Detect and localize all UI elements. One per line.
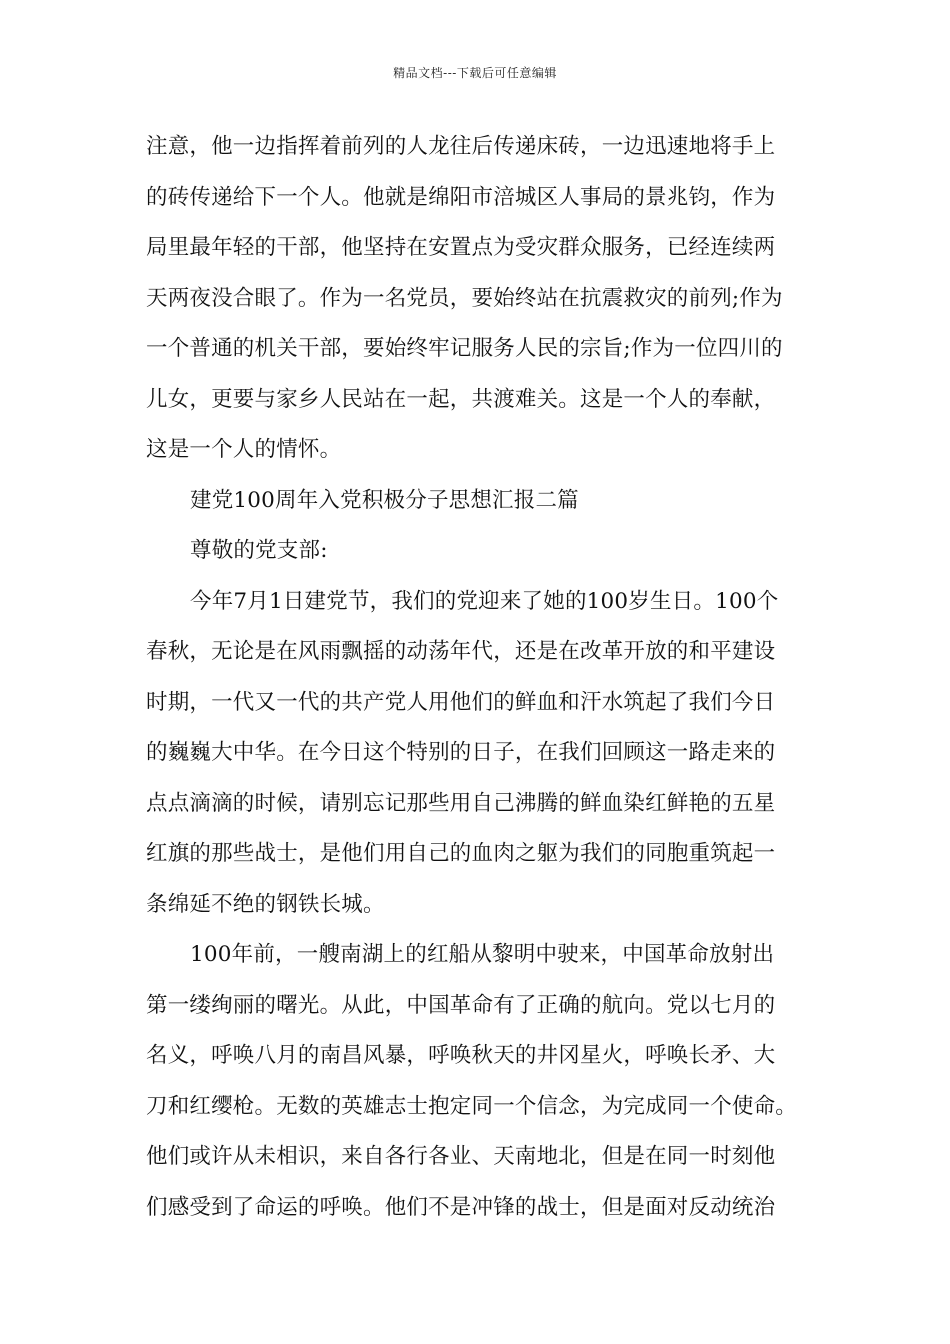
text-line: 这是一个人的情怀。 <box>146 437 342 462</box>
text-line: 的巍巍大中华。在今日这个特别的日子，在我们回顾这一路走来的 <box>146 740 776 765</box>
text-line: 刀和红缨枪。无数的英雄志士抱定同一个信念，为完成同一个使命。 <box>146 1093 798 1119</box>
text-line: 们感受到了命运的呼唤。他们不是冲锋的战士，但是面对反动统治 <box>146 1194 776 1220</box>
text-line: 100年前，一艘南湖上的红船从黎明中驶来，中国革命放射出 <box>190 942 775 967</box>
text-line: 天两夜没合眼了。作为一名党员，要始终站在抗震救灾的前列;作为 <box>146 285 783 311</box>
text-line: 一个普通的机关干部，要始终牢记服务人民的宗旨;作为一位四川的 <box>146 336 783 361</box>
text-line: 的砖传递给下一个人。他就是绵阳市涪城区人事局的景兆钧，作为 <box>146 184 776 210</box>
text-line: 儿女，更要与家乡人民站在一起，共渡难关。这是一个人的奉献， <box>146 386 776 412</box>
text-line: 春秋，无论是在风雨飘摇的动荡年代，还是在改革开放的和平建设 <box>146 639 776 664</box>
text-line: 第一缕绚丽的曙光。从此，中国革命有了正确的航向。党以七月的 <box>146 992 776 1018</box>
document-body <box>146 128 816 1239</box>
text-line: 名义，呼唤八月的南昌风暴，呼唤秋天的井冈星火，呼唤长矛、大 <box>146 1043 776 1068</box>
text-line: 尊敬的党支部: <box>190 538 328 563</box>
text-line: 建党100周年入党积极分子思想汇报二篇 <box>190 487 579 513</box>
text-line: 条绵延不绝的钢铁长城。 <box>146 891 385 917</box>
text-line: 点点滴滴的时候，请别忘记那些用自己沸腾的鲜血染红鲜艳的五星 <box>146 790 776 816</box>
text-line: 他们或许从未相识，来自各行各业、天南地北，但是在同一时刻他 <box>146 1144 776 1169</box>
page-header: 精品文档---下载后可任意编辑 <box>393 66 557 80</box>
text-line: 时期，一代又一代的共产党人用他们的鲜血和汗水筑起了我们今日 <box>146 689 776 715</box>
text-line: 局里最年轻的干部，他坚持在安置点为受灾群众服务，已经连续两 <box>146 235 776 260</box>
text-line: 注意，他一边指挥着前列的人龙往后传递床砖，一边迅速地将手上 <box>146 134 776 159</box>
text-line: 红旗的那些战士，是他们用自己的血肉之躯为我们的同胞重筑起一 <box>146 841 776 866</box>
text-line: 今年7月1日建党节，我们的党迎来了她的100岁生日。100个 <box>190 588 779 614</box>
